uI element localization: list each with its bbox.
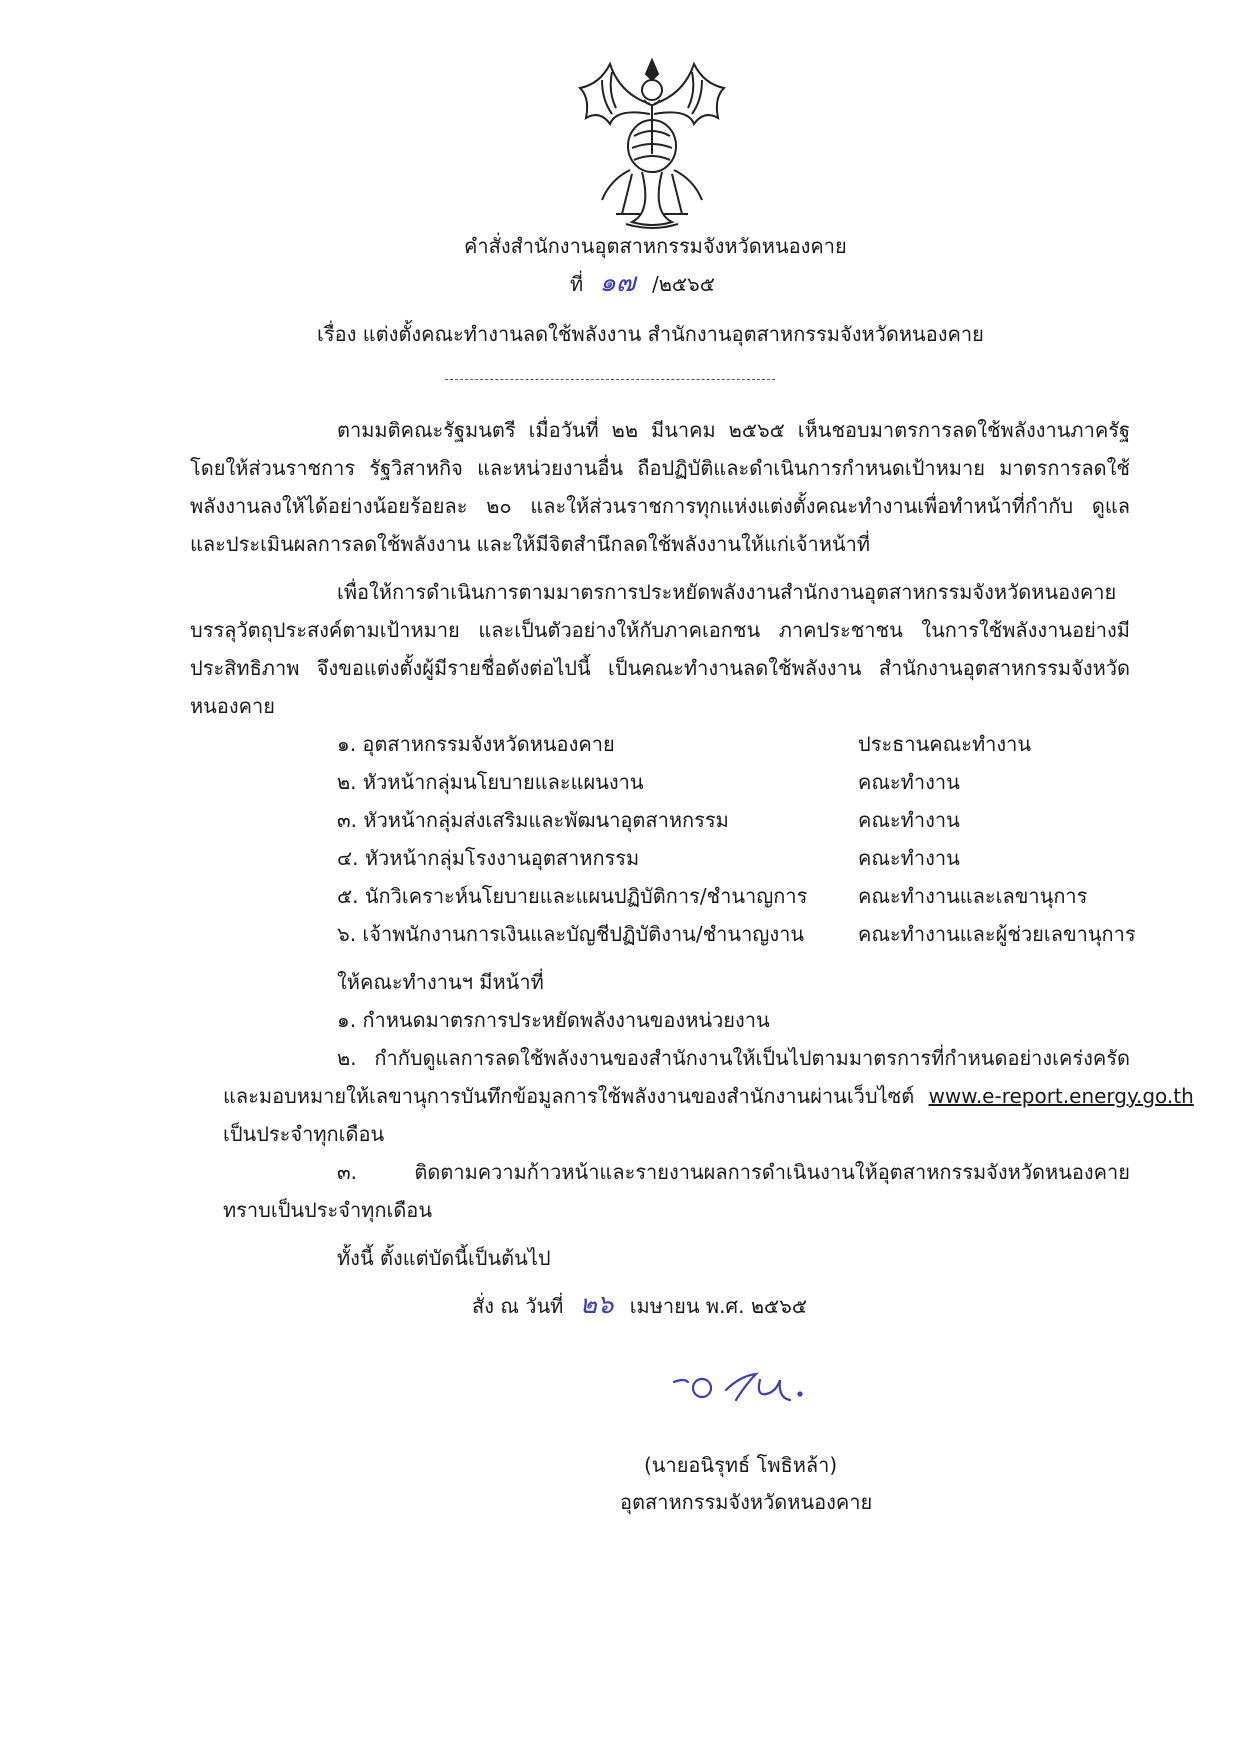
- order-date-prefix: สั่ง ณ วันที่: [472, 1294, 564, 1318]
- member-role: ประธานคณะทำงาน: [858, 732, 1032, 756]
- effective-statement: ทั้งนี้ ตั้งแต่บัดนี้เป็นต้นไป: [337, 1246, 551, 1270]
- paragraph1-line: โดยให้ส่วนราชการ รัฐวิสาหกิจ และหน่วยงานอื่น ถือปฏิบัติและดำเนินการกำหนดเป้าหมาย มาตรการลดใช้: [190, 456, 1130, 480]
- paragraph2-line: หนองคาย: [190, 694, 275, 718]
- member-role: คณะทำงาน: [858, 808, 960, 832]
- member-role: คณะทำงาน: [858, 846, 960, 870]
- paragraph1-line: พลังงานลงให้ได้อย่างน้อยร้อยละ ๒๐ และให้ส่วนราชการทุกแห่งแต่งตั้งคณะทำงานเพื่อทำหน้าที่กำกับ ดูแล: [190, 494, 1130, 518]
- divider: [445, 379, 775, 380]
- garuda-emblem-icon: [572, 52, 732, 234]
- order-number: [570, 268, 715, 299]
- document-title: คำสั่งสำนักงานอุตสาหกรรมจังหวัดหนองคาย: [464, 234, 847, 258]
- signature-icon: [668, 1360, 838, 1420]
- duty-item-1: ๑. กำหนดมาตรการประหยัดพลังงานของหน่วยงาน: [337, 1008, 770, 1032]
- signatory-name: (นายอนิรุทธ์ โพธิหล้า): [644, 1453, 838, 1477]
- subject-line: เรื่อง แต่งตั้งคณะทำงานลดใช้พลังงาน สำนักงานอุตสาหกรรมจังหวัดหนองคาย: [317, 322, 984, 346]
- order-number-suffix: /๒๕๖๕: [651, 272, 715, 296]
- member-name: ๒. หัวหน้ากลุ่มนโยบายและแผนงาน: [337, 770, 644, 794]
- paragraph2-line: เพื่อให้การดำเนินการตามมาตรการประหยัดพลังงานสำนักงานอุตสาหกรรมจังหวัดหนองคาย: [337, 580, 1117, 604]
- order-number-prefix: ที่: [570, 272, 584, 296]
- paragraph1-line: และประเมินผลการลดใช้พลังงาน และให้มีจิตสำนึกลดใช้พลังงานให้แก่เจ้าหน้าที่: [190, 532, 871, 556]
- paragraph2-line: บรรลุวัตถุประสงค์ตามเป้าหมาย และเป็นตัวอย่างให้กับภาคเอกชน ภาคประชาชน ในการใช้พลังงานอย่างมี: [190, 618, 1130, 642]
- member-role: คณะทำงานและเลขานุการ: [858, 884, 1088, 908]
- member-name: ๑. อุตสาหกรรมจังหวัดหนองคาย: [337, 732, 615, 756]
- duties-intro: ให้คณะทำงานฯ มีหน้าที่: [337, 970, 544, 994]
- duty-item-3-line2: ทราบเป็นประจำทุกเดือน: [223, 1198, 432, 1222]
- member-name: ๕. นักวิเคราะห์นโยบายและแผนปฏิบัติการ/ชำนาญการ: [337, 884, 808, 908]
- member-role: คณะทำงานและผู้ช่วยเลขานุการ: [858, 922, 1136, 946]
- order-date: [472, 1290, 807, 1321]
- duty-item-3-line1: ๓. ติดตามความก้าวหน้าและรายงานผลการดำเนินงานให้อุตสาหกรรมจังหวัดหนองคาย: [337, 1160, 1130, 1184]
- duty-item-2-line1: ๒. กำกับดูแลการลดใช้พลังงานของสำนักงานให้เป็นไปตามมาตรการที่กำหนดอย่างเคร่งครัด: [337, 1046, 1130, 1070]
- duty-item-2-line3: เป็นประจำทุกเดือน: [223, 1122, 385, 1146]
- member-role: คณะทำงาน: [858, 770, 960, 794]
- order-number-handwritten: ๑๗: [599, 268, 636, 298]
- e-report-link[interactable]: www.e-report.energy.go.th: [928, 1084, 1194, 1108]
- duty-item-2-text: และมอบหมายให้เลขานุการบันทึกข้อมูลการใช้พลังงานของสำนักงานผ่านเว็บไซต์: [223, 1084, 915, 1108]
- paragraph1-line: ตามมติคณะรัฐมนตรี เมื่อวันที่ ๒๒ มีนาคม ๒๕๖๕ เห็นชอบมาตรการลดใช้พลังงานภาครัฐ: [337, 418, 1130, 442]
- order-date-handwritten: ๒๖: [579, 1290, 614, 1320]
- member-name: ๔. หัวหน้ากลุ่มโรงงานอุตสาหกรรม: [337, 846, 640, 870]
- signatory-position: อุตสาหกรรมจังหวัดหนองคาย: [620, 1490, 873, 1514]
- order-date-suffix: เมษายน พ.ศ. ๒๕๖๕: [629, 1294, 807, 1318]
- member-name: ๓. หัวหน้ากลุ่มส่งเสริมและพัฒนาอุตสาหกรรม: [337, 808, 729, 832]
- member-name: ๖. เจ้าพนักงานการเงินและบัญชีปฏิบัติงาน/ชำนาญงาน: [337, 922, 805, 946]
- paragraph2-line: ประสิทธิภาพ จึงขอแต่งตั้งผู้มีรายชื่อดังต่อไปนี้ เป็นคณะทำงานลดใช้พลังงาน สำนักงานอุตสาหกรรมจังหวัด: [190, 656, 1130, 680]
- duty-item-2-line2: [223, 1084, 1194, 1108]
